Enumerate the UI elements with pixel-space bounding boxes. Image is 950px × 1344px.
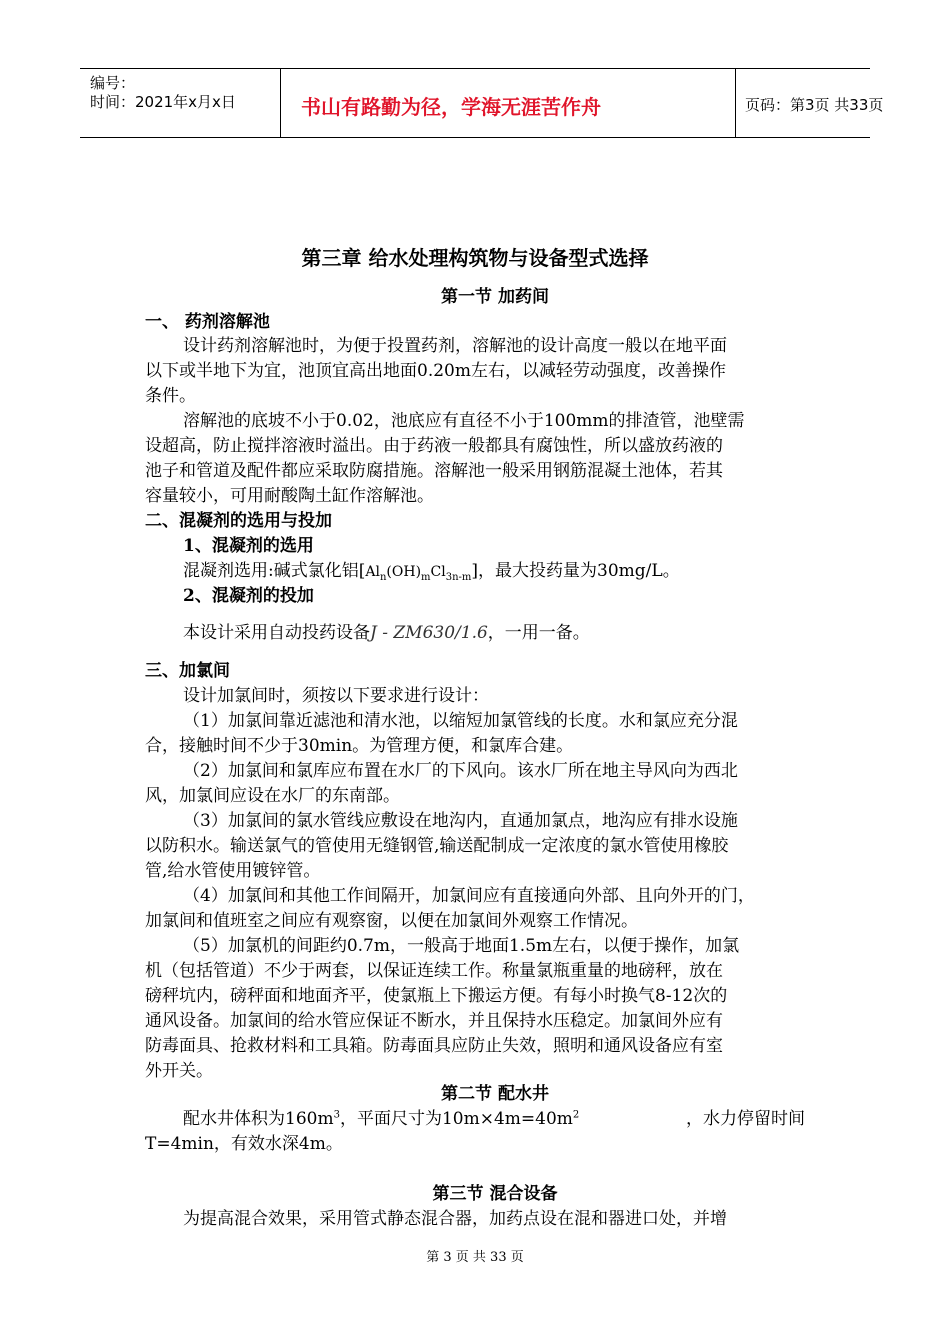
item-line: 防毒面具、抢救材料和工具箱。防毒面具应防止失效，照明和通风设备应有室 <box>145 1036 723 1056</box>
paragraph-line: 容量较小，可用耐酸陶土缸作溶解池。 <box>145 486 434 506</box>
chlorination-intro: 设计加氯间时，须按以下要求进行设计： <box>183 686 489 706</box>
item-line: （5）加氯机的间距约0.7m，一般高于地面1.5m左右，以便于操作，加氯 <box>183 936 740 956</box>
item-line: 以防积水。输送氯气的管使用无缝钢管,输送配制成一定浓度的氯水管使用橡胶 <box>145 836 729 856</box>
heading-chlorination-room: 三、加氯间 <box>145 661 230 681</box>
motto: 书山有路勤为径，学海无涯苦作舟 <box>301 95 601 119</box>
section2-title: 第二节 配水井 <box>441 1084 549 1104</box>
header-meta-cell <box>80 69 280 137</box>
item-line: （4）加氯间和其他工作间隔开，加氯间应有直接通向外部、且向外开的门， <box>183 886 755 906</box>
page-footer: 第 3 页 共 33 页 <box>426 1250 524 1265</box>
item-line: 外开关。 <box>145 1061 213 1081</box>
number-label: 编号： <box>90 74 136 92</box>
paragraph-line: 溶解池的底坡不小于0.02，池底应有直径不小于100mm的排渣管，池壁需 <box>183 411 745 431</box>
paragraph-line: 设超高，防止搅拌溶液时溢出。由于药液一般都具有腐蚀性，所以盛放药液的 <box>145 436 723 456</box>
item-line: 管,给水管使用镀锌管。 <box>145 861 321 881</box>
item-line: 机（包括管道）不少于两套，以保证连续工作。称量氯瓶重量的地磅秤，放在 <box>145 961 723 981</box>
subheading-coagulant-dosing: 2、混凝剂的投加 <box>183 586 314 606</box>
date-label: 时间：2021年x月x日 <box>90 93 236 111</box>
paragraph-line: 以下或半地下为宜，池顶宜高出地面0.20m左右，以减轻劳动强度，改善操作 <box>145 361 726 381</box>
item-line: 加氯间和值班室之间应有观察窗，以便在加氯间外观察工作情况。 <box>145 911 638 931</box>
coagulant-line <box>183 561 680 582</box>
section1-title: 第一节 加药间 <box>441 287 549 307</box>
page-header <box>80 68 884 138</box>
distribution-well-line2: T=4min，有效水深4m。 <box>145 1134 343 1154</box>
heading-dissolving-tank: 一、 药剂溶解池 <box>145 312 270 332</box>
section3-title: 第三节 混合设备 <box>432 1184 558 1204</box>
paragraph-line: 条件。 <box>145 386 196 406</box>
dosing-line: 本设计采用自动投药设备J - ZM630/1.6，一用一备。 <box>183 623 590 643</box>
coagulant-formula: $Al_n(OH)_mCl_{3n-m}$ <box>365 564 472 583</box>
mixing-line: 为提高混合效果，采用管式静态混合器，加药点设在混和器进口处，并增 <box>183 1209 727 1229</box>
item-line: 合，接触时间不少于30min。为管理方便，和氯库合建。 <box>145 736 574 756</box>
item-line: 通风设备。加氯间的给水管应保证不断水，并且保持水压稳定。加氯间外应有 <box>145 1011 723 1031</box>
page-info: 页码：第3页 共33页 <box>745 96 884 114</box>
paragraph-line: 设计药剂溶解池时，为便于投置药剂，溶解池的设计高度一般以在地平面 <box>183 336 727 356</box>
item-line: 风，加氯间应设在水厂的东南部。 <box>145 786 400 806</box>
distribution-well-line: 配水井体积为$160m^3$，平面尺寸为$10m\times 4m=40m^2$ ，水力停留时间 <box>183 1109 805 1129</box>
coagulant-prefix: 混凝剂选用:碱式氯化铝[ <box>183 561 366 581</box>
item-line: 磅秤坑内，磅秤面和地面齐平，使氯瓶上下搬运方便。有每小时换气8-12次的 <box>145 986 728 1006</box>
paragraph-line: 池子和管道及配件都应采取防腐措施。溶解池一般采用钢筋混凝土池体，若其 <box>145 461 723 481</box>
item-line: （1）加氯间靠近滤池和清水池，以缩短加氯管线的长度。水和氯应充分混 <box>183 711 738 731</box>
header-page-cell <box>735 69 884 137</box>
dosing-model: J - ZM630/1.6 <box>370 623 488 643</box>
item-line: （2）加氯间和氯库应布置在水厂的下风向。该水厂所在地主导风向为西北 <box>183 761 738 781</box>
coagulant-suffix: ]，最大投药量为30mg/L。 <box>471 561 680 581</box>
heading-coagulant: 二、混凝剂的选用与投加 <box>145 511 332 531</box>
item-line: （3）加氯间的氯水管线应敷设在地沟内，直通加氯点，地沟应有排水设施 <box>183 811 738 831</box>
chapter-title: 第三章 给水处理构筑物与设备型式选择 <box>301 246 649 270</box>
subheading-coagulant-selection: 1、混凝剂的选用 <box>183 536 314 556</box>
header-motto-cell <box>280 69 736 137</box>
